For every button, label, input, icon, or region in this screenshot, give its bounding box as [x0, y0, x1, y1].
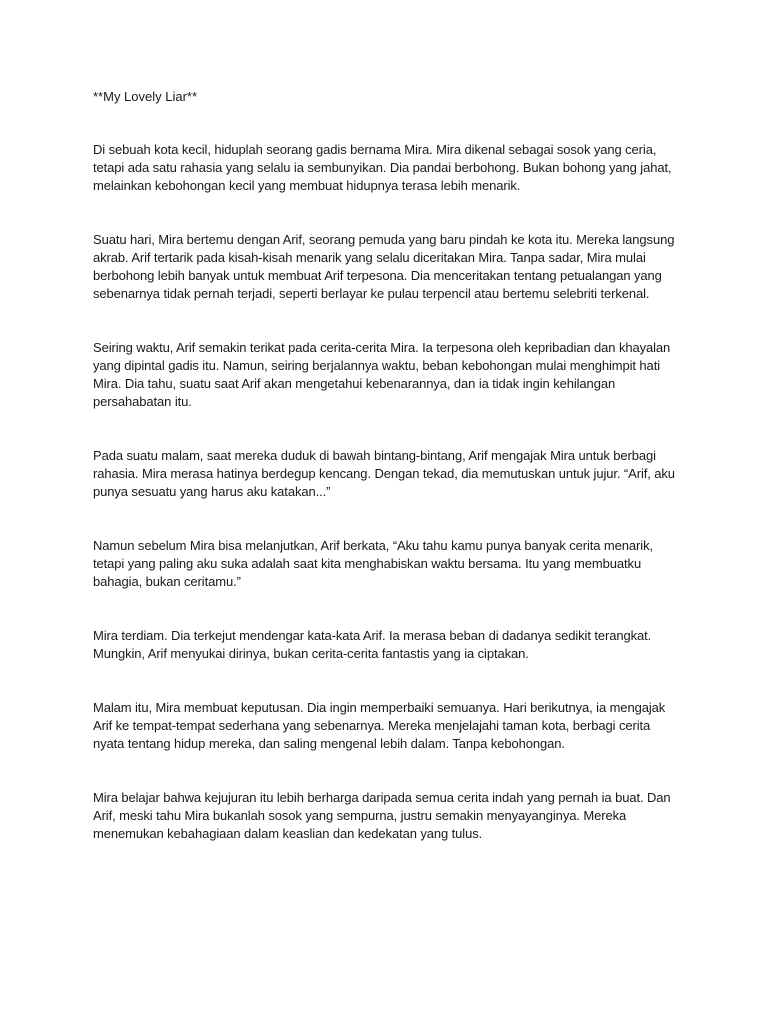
paragraph-5: Namun sebelum Mira bisa melanjutkan, Arif berkata, “Aku tahu kamu punya banyak cerita menarik, tetapi yang paling aku suka adalah saat kita menghabiskan waktu bersama. Itu yang membuatku bahagia, bukan ceritamu.” — [93, 538, 653, 589]
document-title: **My Lovely Liar** — [93, 89, 198, 104]
paragraph-6: Mira terdiam. Dia terkejut mendengar kata-kata Arif. Ia merasa beban di dadanya sedikit terangkat. Mungkin, Arif menyukai dirinya, bukan cerita-cerita fantastis yang ia ciptakan. — [93, 628, 652, 661]
paragraph-2: Suatu hari, Mira bertemu dengan Arif, seorang pemuda yang baru pindah ke kota itu. Mereka langsung akrab. Arif tertarik pada kisah-kisah menarik yang selalu diceritakan Mira. Tanpa sadar, Mira mulai berbohong lebih banyak untuk membuat Arif terpesona. Dia menceritakan tentang petualangan yang sebenarnya tidak pernah terjadi, seperti berlayar ke pulau terpencil atau bertemu selebriti terkenal. — [93, 232, 675, 301]
paragraph-8: Mira belajar bahwa kejujuran itu lebih berharga daripada semua cerita indah yang pernah ia buat. Dan Arif, meski tahu Mira bukanlah sosok yang sempurna, justru semakin menyayanginya. Mereka menemukan kebahagiaan dalam keaslian dan kedekatan yang tulus. — [93, 790, 671, 841]
paragraph-3: Seiring waktu, Arif semakin terikat pada cerita-cerita Mira. Ia terpesona oleh kepribadian dan khayalan yang dipintal gadis itu. Namun, seiring berjalannya waktu, beban kebohongan mulai menghimpit hati Mira. Dia tahu, suatu saat Arif akan mengetahui kebenarannya, dan ia tidak ingin kehilangan persahabatan itu. — [93, 340, 671, 409]
document-body — [93, 88, 683, 879]
paragraph-4: Pada suatu malam, saat mereka duduk di bawah bintang-bintang, Arif mengajak Mira untuk berbagi rahasia. Mira merasa hatinya berdegup kencang. Dengan tekad, dia memutuskan untuk jujur. “Arif, aku punya sesuatu yang harus aku katakan...” — [93, 448, 675, 499]
paragraph-7: Malam itu, Mira membuat keputusan. Dia ingin memperbaiki semuanya. Hari berikutnya, ia mengajak Arif ke tempat-tempat sederhana yang sebenarnya. Mereka menjelajahi taman kota, berbagi cerita nyata tentang hidup mereka, dan saling mengenal lebih dalam. Tanpa kebohongan. — [93, 700, 666, 751]
paragraph-1: Di sebuah kota kecil, hiduplah seorang gadis bernama Mira. Mira dikenal sebagai sosok yang ceria, tetapi ada satu rahasia yang selalu ia sembunyikan. Dia pandai berbohong. Bukan bohong yang jahat, melainkan kebohongan kecil yang membuat hidupnya terasa lebih menarik. — [93, 142, 672, 193]
